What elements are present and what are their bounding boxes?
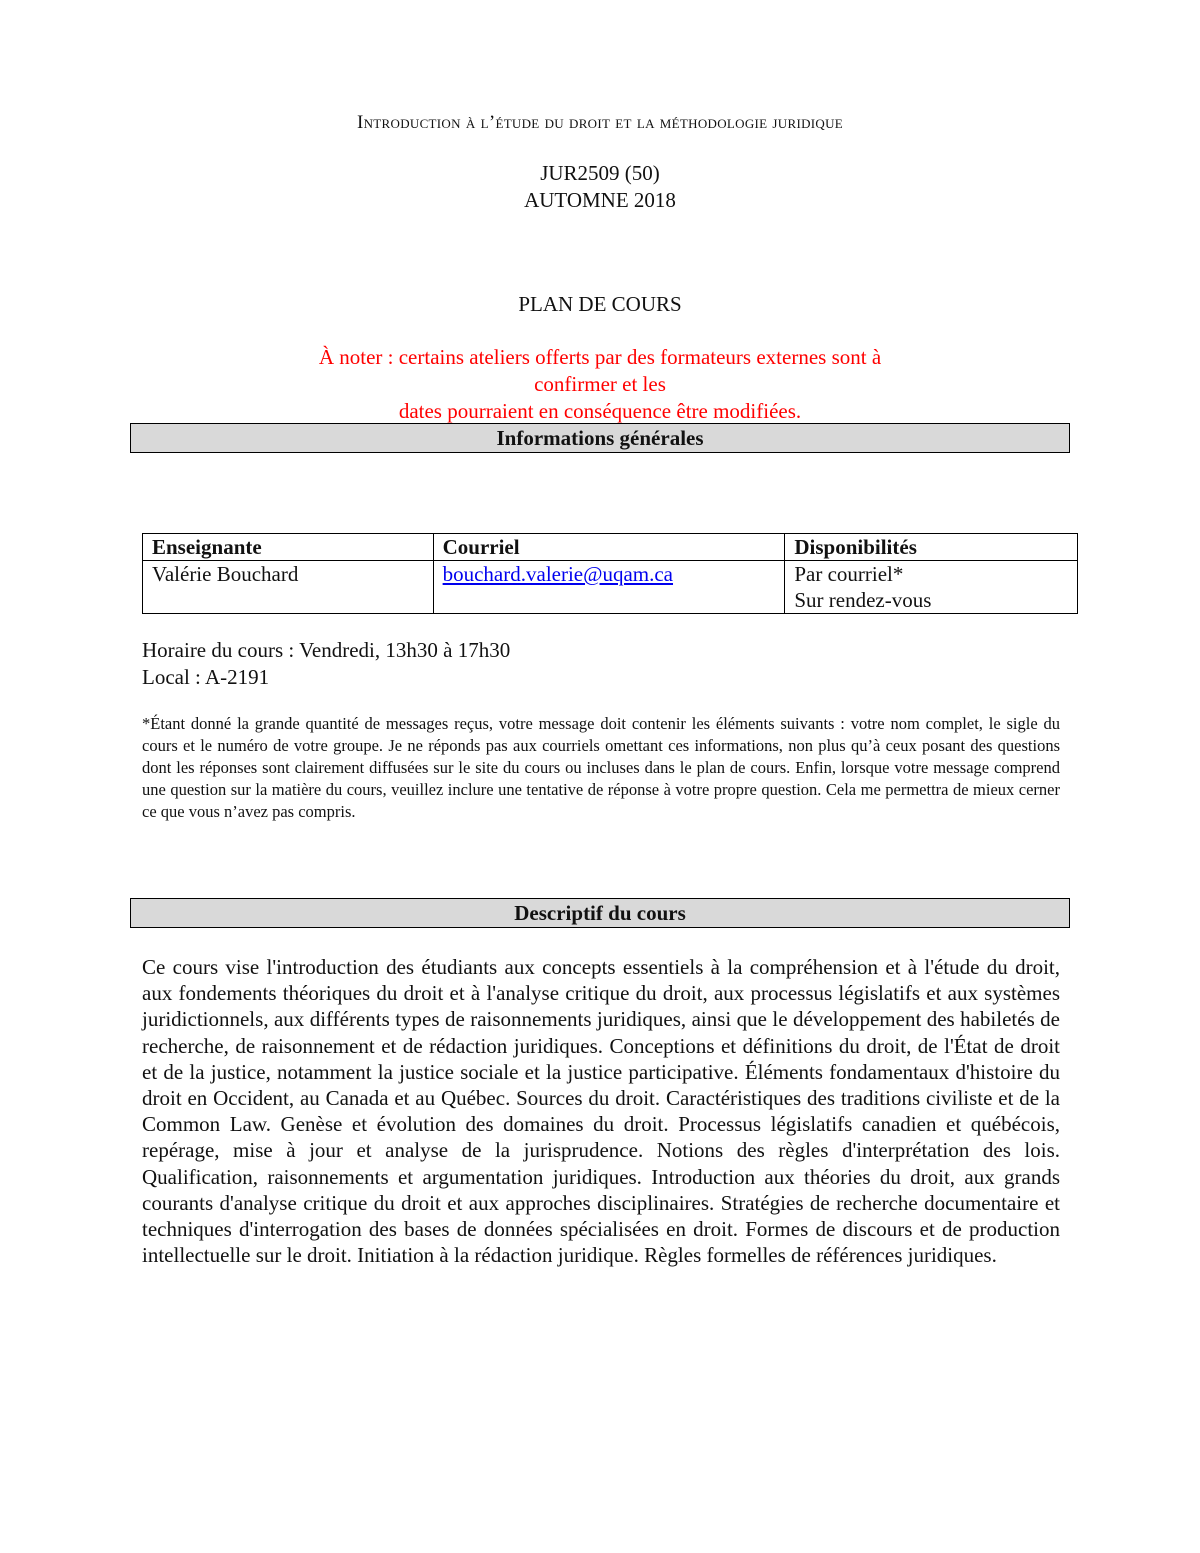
availability-line-1: Par courriel* xyxy=(794,562,904,586)
email-link[interactable]: bouchard.valerie@uqam.ca xyxy=(442,562,674,586)
course-code-block xyxy=(0,160,1200,214)
section-general-info: Informations générales xyxy=(130,423,1070,453)
header-email: Courriel xyxy=(433,534,785,561)
course-code: JUR2509 (50) xyxy=(540,161,660,185)
header-teacher: Enseignante xyxy=(143,534,434,561)
notice xyxy=(300,344,900,425)
header-availability: Disponibilités xyxy=(785,534,1078,561)
teacher-name: Valérie Bouchard xyxy=(143,561,434,614)
course-description: Ce cours vise l'introduction des étudiants aux concepts essentiels à la compréhension et à l'étude du droit, aux fondements théoriques du droit et à l'analyse critique du droit, aux processus législatifs et aux systèmes juridictionnels, aux différents types de raisonnements juridiques, ainsi que le développement des habiletés de recherche, de raisonnement et de rédaction juridiques. Conceptions et définitions du droit, de l'État de droit et de la justice, notamment la justice sociale et la justice participative. Éléments fondamentaux d'histoire du droit en Occident, au Canada et au Québec. Sources du droit. Caractéristiques des traditions civiliste et de la Common Law. Genèse et évolution des domaines du droit. Processus législatifs canadien et québécois, repérage, mise à jour et analyse de la jurisprudence. Notions des règles d'interprétation des lois. Qualification, raisonnements et argumentation juridiques. Introduction aux théories du droit, aux grands courants d'analyse critique du droit et aux approches disciplinaires. Stratégies de recherche documentaire et techniques d'interrogation des bases de données spécialisées en droit. Formes de discours et de production intellectuelle sur le droit. Initiation à la rédaction juridique. Règles formelles de références juridiques. xyxy=(142,955,1060,1268)
course-title: Introduction à l’étude du droit et la méthodologie juridique xyxy=(356,112,844,133)
notice-line-1: À noter : certains ateliers offerts par des formateurs externes sont à confirmer et les xyxy=(318,345,882,396)
session: AUTOMNE 2018 xyxy=(524,188,676,212)
room: Local : A-2191 xyxy=(142,665,270,689)
schedule: Horaire du cours : Vendredi, 13h30 à 17h30 xyxy=(142,638,511,662)
plan-title: PLAN DE COURS xyxy=(518,292,682,316)
table-row xyxy=(143,561,1078,614)
section-description: Descriptif du cours xyxy=(130,898,1070,928)
table-header-row xyxy=(143,534,1078,561)
email-cell xyxy=(433,561,785,614)
availability-cell xyxy=(785,561,1078,614)
instructor-table xyxy=(142,533,1078,614)
availability-line-2: Sur rendez-vous xyxy=(794,588,932,612)
email-note: *Étant donné la grande quantité de messages reçus, votre message doit contenir les éléments suivants : votre nom complet, le sigle du cours et le numéro de votre groupe. Je ne réponds pas aux courriels omettant ces informations, non plus qu’à ceux posant des questions dont les réponses sont clairement diffusées sur le site du cours ou incluses dans le plan de cours. Enfin, lorsque votre message comprend une question sur la matière du cours, veuillez inclure une tentative de réponse à votre propre question. Cela me permettra de mieux cerner ce que vous n’avez pas compris. xyxy=(142,714,1060,821)
notice-line-2: dates pourraient en conséquence être modifiées. xyxy=(398,399,802,423)
schedule-block xyxy=(142,637,510,691)
